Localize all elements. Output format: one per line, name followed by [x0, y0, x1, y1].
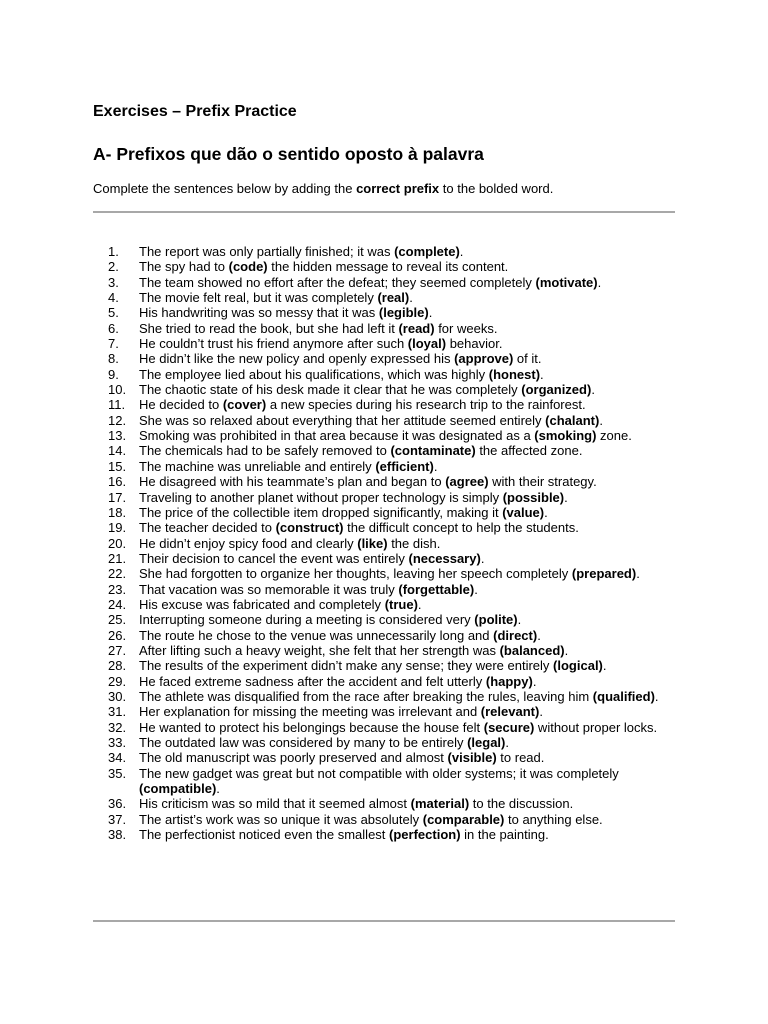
sentence-after: with their strategy. — [488, 474, 597, 490]
exercise-number: 37. — [108, 811, 127, 827]
exercise-sentence — [139, 551, 678, 566]
sentence-before: He didn’t enjoy spicy food and clearly — [139, 535, 358, 551]
exercise-sentence — [139, 720, 678, 735]
sentence-before: Their decision to cancel the event was entirely — [139, 550, 409, 566]
exercise-number: 7. — [108, 336, 119, 352]
bolded-word: (direct) — [493, 627, 538, 643]
sentence-before: Her explanation for missing the meeting was irrelevant and — [139, 704, 481, 720]
exercise-item — [108, 428, 678, 443]
exercise-number: 17. — [108, 489, 127, 505]
sentence-after: . — [409, 290, 413, 306]
exercise-item — [108, 720, 678, 735]
exercise-sentence — [139, 704, 678, 719]
instructions — [93, 181, 553, 196]
exercise-number: 18. — [108, 504, 127, 520]
exercise-number: 29. — [108, 673, 127, 689]
exercise-item — [108, 674, 678, 689]
exercise-number: 35. — [108, 765, 127, 781]
sentence-after: . — [216, 781, 220, 797]
exercise-sentence — [139, 321, 678, 336]
exercise-sentence — [139, 689, 678, 704]
exercise-number: 6. — [108, 320, 119, 336]
sentence-before: His excuse was fabricated and completely — [139, 596, 385, 612]
exercise-item — [108, 735, 678, 750]
exercise-sentence — [139, 397, 678, 412]
exercise-sentence — [139, 259, 678, 274]
sentence-before: The machine was unreliable and entirely — [139, 458, 376, 474]
exercise-number: 19. — [108, 520, 127, 536]
exercise-number: 21. — [108, 550, 127, 566]
exercise-number: 34. — [108, 750, 127, 766]
bolded-word: (organized) — [521, 382, 592, 398]
exercise-item — [108, 351, 678, 366]
sentence-after: . — [602, 658, 607, 674]
bolded-word: (compatible) — [139, 781, 217, 797]
exercise-item — [108, 490, 678, 505]
section-title: A- Prefixos que dão o sentido oposto à palavra — [93, 144, 484, 164]
sentence-before: After lifting such a heavy weight, she felt that her strength was — [139, 642, 500, 658]
bolded-word: (possible) — [502, 489, 565, 505]
exercise-sentence — [139, 459, 678, 474]
exercise-sentence — [139, 658, 678, 673]
bolded-word: (qualified) — [592, 688, 655, 704]
exercise-item — [108, 367, 678, 382]
bolded-word: (approve) — [454, 351, 514, 367]
bolded-word: (code) — [228, 259, 268, 275]
exercise-number: 14. — [108, 443, 127, 459]
exercise-sentence — [139, 827, 678, 842]
sentence-before: He faced extreme sadness after the accident and felt utterly — [139, 673, 486, 689]
sentence-after: the affected zone. — [475, 443, 583, 459]
exercise-number: 3. — [108, 274, 119, 290]
exercise-sentence — [139, 582, 678, 597]
sentence-after: without proper locks. — [534, 719, 658, 735]
sentence-after: zone. — [596, 428, 632, 444]
sentence-before: He didn’t like the new policy and openly expressed his — [139, 351, 455, 367]
bolded-word: (perfection) — [389, 827, 461, 843]
bolded-word: (balanced) — [499, 642, 565, 658]
sentence-after: . — [636, 566, 640, 582]
exercise-sentence — [139, 505, 678, 520]
sentence-after: . — [428, 305, 433, 321]
exercise-item — [108, 704, 678, 719]
sentence-before: The spy had to — [139, 259, 229, 275]
exercise-item — [108, 382, 678, 397]
bolded-word: (material) — [410, 796, 470, 812]
exercise-item — [108, 827, 678, 842]
exercise-item — [108, 612, 678, 627]
exercise-item — [108, 643, 678, 658]
bolded-word: (complete) — [394, 244, 460, 259]
instructions-text-after: to the bolded word. — [439, 181, 554, 196]
sentence-after: the difficult concept to help the students. — [343, 520, 579, 536]
exercise-item — [108, 290, 678, 305]
exercise-sentence — [139, 290, 678, 305]
instructions-bold-text: correct prefix — [356, 181, 440, 196]
sentence-after: . — [544, 504, 548, 520]
sentence-after: . — [474, 581, 478, 597]
exercise-sentence — [139, 520, 678, 535]
sentence-before: His criticism was so mild that it seemed almost — [139, 796, 411, 812]
exercise-item — [108, 796, 678, 811]
bolded-word: (relevant) — [480, 704, 540, 720]
exercise-number: 24. — [108, 596, 127, 612]
exercise-sentence — [139, 351, 678, 366]
exercise-number: 22. — [108, 566, 127, 582]
sentence-before: The chemicals had to be safely removed to — [139, 443, 391, 459]
sentence-before: He decided to — [139, 397, 223, 413]
sentence-after: the hidden message to reveal its content. — [267, 259, 509, 275]
exercise-number: 26. — [108, 627, 127, 643]
exercise-item — [108, 397, 678, 412]
exercise-number: 33. — [108, 735, 127, 750]
sentence-after: . — [591, 382, 595, 398]
bolded-word: (honest) — [488, 366, 541, 382]
sentence-before: He couldn’t trust his friend anymore after such — [139, 336, 408, 352]
exercise-sentence — [139, 413, 678, 428]
sentence-after: of it. — [513, 351, 542, 367]
exercise-number: 16. — [108, 474, 127, 490]
sentence-before: The outdated law was considered by many to be entirely — [139, 735, 468, 750]
exercise-sentence — [139, 597, 678, 612]
exercise-item — [108, 321, 678, 336]
exercise-number: 31. — [108, 704, 127, 720]
exercise-number: 12. — [108, 412, 127, 428]
exercise-item — [108, 244, 678, 259]
sentence-before: She was so relaxed about everything that her attitude seemed entirely — [139, 412, 546, 428]
exercise-number: 20. — [108, 535, 127, 551]
bolded-word: (secure) — [483, 719, 535, 735]
exercise-number: 8. — [108, 351, 119, 367]
sentence-after: . — [532, 673, 537, 689]
sentence-after: . — [417, 596, 422, 612]
exercise-sentence — [139, 796, 678, 811]
sentence-after: . — [505, 735, 509, 750]
exercise-item — [108, 658, 678, 673]
sentence-before: The new gadget was great but not compatible with older systems; it was completely — [139, 765, 619, 781]
sentence-after: . — [540, 366, 544, 382]
exercise-item — [108, 305, 678, 320]
exercise-number: 36. — [108, 796, 127, 812]
exercise-sentence — [139, 612, 678, 627]
sentence-before: The team showed no effort after the defeat; they seemed completely — [139, 274, 536, 290]
bolded-word: (polite) — [474, 612, 518, 628]
exercise-number: 15. — [108, 458, 127, 474]
bolded-word: (true) — [384, 596, 418, 612]
exercise-item — [108, 443, 678, 458]
sentence-before: She tried to read the book, but she had left it — [139, 320, 399, 336]
exercise-sentence — [139, 275, 678, 290]
sentence-before: That vacation was so memorable it was truly — [139, 581, 399, 597]
sentence-before: He wanted to protect his belongings because the house felt — [139, 719, 484, 735]
instructions-text-before: Complete the sentences below by adding the — [93, 181, 357, 196]
exercise-number: 9. — [108, 366, 119, 382]
exercise-number: 23. — [108, 581, 127, 597]
exercise-sentence — [139, 474, 678, 489]
sentence-before: Traveling to another planet without proper technology is simply — [139, 489, 503, 505]
sentence-before: Interrupting someone during a meeting is considered very — [139, 612, 475, 628]
exercise-item — [108, 459, 678, 474]
exercise-number: 2. — [108, 259, 119, 275]
bolded-word: (legal) — [467, 735, 506, 750]
exercise-item — [108, 766, 678, 797]
document-title: Exercises – Prefix Practice — [93, 103, 297, 120]
exercise-item — [108, 259, 678, 274]
exercise-item — [108, 597, 678, 612]
sentence-before: He disagreed with his teammate’s plan and began to — [139, 474, 446, 490]
exercise-number: 30. — [108, 688, 127, 704]
sentence-before: The price of the collectible item dropped significantly, making it — [139, 504, 503, 520]
exercise-sentence — [139, 812, 678, 827]
sentence-before: The chaotic state of his desk made it clear that he was completely — [139, 382, 522, 398]
bolded-word: (legible) — [378, 305, 429, 321]
sentence-after: . — [433, 458, 438, 474]
bolded-word: (chalant) — [545, 412, 600, 428]
sentence-after: . — [459, 244, 464, 259]
exercise-item — [108, 505, 678, 520]
exercise-item — [108, 628, 678, 643]
top-divider — [93, 211, 675, 213]
sentence-after: . — [537, 627, 541, 643]
exercise-number: 1. — [108, 244, 119, 259]
exercise-sentence — [139, 382, 678, 397]
exercise-sentence — [139, 643, 678, 658]
sentence-before: The athlete was disqualified from the race after breaking the rules, leaving him — [139, 688, 593, 704]
exercise-number: 10. — [108, 382, 127, 398]
bolded-word: (necessary) — [408, 550, 481, 566]
exercise-item — [108, 689, 678, 704]
sentence-before: The old manuscript was poorly preserved and almost — [139, 750, 448, 766]
sentence-before: Smoking was prohibited in that area because it was designated as a — [139, 428, 535, 444]
sentence-before: She had forgotten to organize her thoughts, leaving her speech completely — [139, 566, 572, 582]
sentence-after: . — [564, 489, 568, 505]
exercise-number: 13. — [108, 428, 127, 444]
exercise-sentence — [139, 566, 678, 581]
sentence-after: . — [564, 642, 569, 658]
exercise-number: 4. — [108, 290, 119, 306]
bolded-word: (motivate) — [535, 274, 598, 290]
exercise-number: 11. — [108, 397, 126, 413]
sentence-after: in the painting. — [460, 827, 549, 843]
sentence-after: . — [539, 704, 543, 720]
sentence-before: The report was only partially finished; it was — [139, 244, 395, 259]
bolded-word: (logical) — [553, 658, 603, 674]
bolded-word: (forgettable) — [398, 581, 475, 597]
exercise-item — [108, 413, 678, 428]
sentence-before: The artist’s work was so unique it was absolutely — [139, 811, 423, 827]
bolded-word: (value) — [502, 504, 545, 520]
bolded-word: (visible) — [447, 750, 497, 766]
exercise-number: 32. — [108, 719, 127, 735]
exercise-sentence — [139, 428, 678, 443]
sentence-before: The teacher decided to — [139, 520, 276, 536]
exercise-sentence — [139, 536, 678, 551]
bolded-word: (construct) — [275, 520, 344, 536]
bolded-word: (real) — [377, 290, 410, 306]
exercise-item — [108, 750, 678, 765]
bolded-word: (happy) — [485, 673, 533, 689]
exercise-sentence — [139, 490, 678, 505]
bolded-word: (agree) — [445, 474, 489, 490]
exercise-sentence — [139, 244, 678, 259]
exercise-number: 27. — [108, 642, 127, 658]
exercise-item — [108, 336, 678, 351]
exercise-item — [108, 536, 678, 551]
exercise-sentence — [139, 735, 678, 750]
sentence-before: The employee lied about his qualifications, which was highly — [139, 366, 489, 382]
sentence-before: The route he chose to the venue was unnecessarily long and — [139, 627, 494, 643]
sentence-after: to the discussion. — [469, 796, 574, 812]
exercise-list — [108, 244, 678, 842]
sentence-after: . — [517, 612, 522, 628]
sentence-after: . — [480, 550, 485, 566]
bottom-divider — [93, 920, 675, 922]
exercise-item — [108, 566, 678, 581]
sentence-before: His handwriting was so messy that it was — [139, 305, 379, 321]
exercise-number: 5. — [108, 305, 119, 321]
exercise-item — [108, 474, 678, 489]
sentence-after: . — [599, 412, 603, 428]
exercise-item — [108, 582, 678, 597]
sentence-after: to read. — [496, 750, 545, 766]
bolded-word: (loyal) — [407, 336, 447, 352]
exercise-item — [108, 551, 678, 566]
exercise-item — [108, 520, 678, 535]
sentence-after: a new species during his research trip to the rainforest. — [266, 397, 586, 413]
sentence-after: behavior. — [446, 336, 503, 352]
bolded-word: (contaminate) — [390, 443, 476, 459]
bolded-word: (like) — [357, 535, 388, 551]
exercise-item — [108, 275, 678, 290]
sentence-before: The perfectionist noticed even the smallest — [139, 827, 390, 843]
bolded-word: (comparable) — [422, 811, 505, 827]
sentence-before: The movie felt real, but it was completely — [139, 290, 378, 306]
bolded-word: (prepared) — [571, 566, 637, 582]
sentence-after: . — [597, 274, 602, 290]
sentence-before: The results of the experiment didn’t make any sense; they were entirely — [139, 658, 554, 674]
exercise-sentence — [139, 367, 678, 382]
exercise-sentence — [139, 305, 678, 320]
exercise-number: 38. — [108, 827, 127, 843]
exercise-number: 25. — [108, 612, 127, 628]
sentence-after: the dish. — [387, 535, 441, 551]
bolded-word: (cover) — [222, 397, 267, 413]
exercise-item — [108, 812, 678, 827]
bolded-word: (efficient) — [375, 458, 434, 474]
exercise-sentence — [139, 766, 678, 797]
exercise-number: 28. — [108, 658, 127, 674]
exercise-sentence — [139, 674, 678, 689]
exercise-sentence — [139, 336, 678, 351]
sentence-after: to anything else. — [504, 811, 603, 827]
exercise-sentence — [139, 750, 678, 765]
exercise-sentence — [139, 628, 678, 643]
sentence-after: for weeks. — [434, 320, 498, 336]
bolded-word: (read) — [398, 320, 435, 336]
bolded-word: (smoking) — [534, 428, 597, 444]
sentence-after: . — [654, 688, 659, 704]
exercise-sentence — [139, 443, 678, 458]
